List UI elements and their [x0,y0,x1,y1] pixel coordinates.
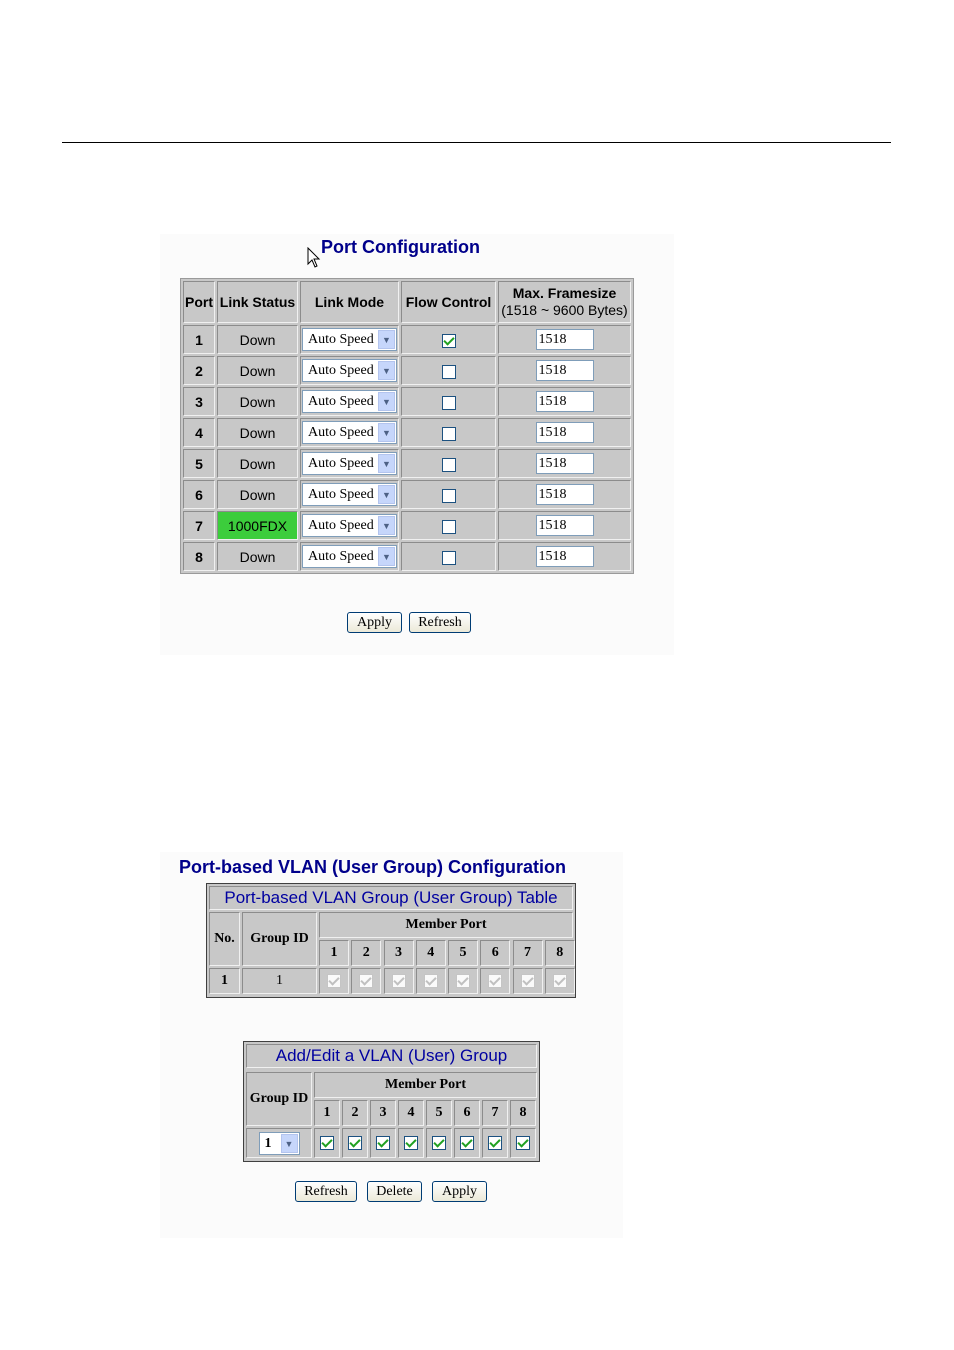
group-id-select[interactable] [259,1132,300,1155]
chevron-down-icon: ▼ [281,1134,298,1153]
page-divider [62,142,891,143]
edit-member-port-header: 7 [482,1100,508,1126]
member-port-header: 5 [448,940,478,966]
mouse-pointer-icon [307,247,321,269]
framesize-input[interactable]: 1518 [536,484,594,505]
framesize-cell [498,325,631,354]
link-status: Down [217,387,298,416]
vlan-configuration-panel [160,852,623,1238]
edit-header-group-id: Group ID [246,1072,312,1126]
member-port-header: 8 [545,940,575,966]
member-port-header: 1 [319,940,349,966]
vlan-edit-table-caption: Add/Edit a VLAN (User) Group [246,1044,537,1068]
port-configuration-panel [160,234,674,655]
member-cell [384,968,414,994]
member-cell [416,968,446,994]
member-checkbox-disabled [424,974,438,988]
link-mode-value: Auto Speed [308,518,374,533]
framesize-cell [498,480,631,509]
link-mode-cell [300,387,399,416]
port-row [183,480,631,509]
chevron-down-icon: ▼ [378,423,395,442]
link-mode-cell [300,480,399,509]
link-mode-cell [300,325,399,354]
chevron-down-icon: ▼ [378,547,395,566]
link-mode-select[interactable] [302,421,397,444]
port-number: 3 [183,387,215,416]
edit-member-cell [342,1128,368,1158]
member-cell [545,968,575,994]
header-group-id: Group ID [242,912,317,966]
chevron-down-icon: ▼ [378,361,395,380]
link-mode-cell [300,511,399,540]
port-number: 2 [183,356,215,385]
row-group-id: 1 [242,968,317,994]
framesize-input[interactable]: 1518 [536,453,594,474]
link-mode-value: Auto Speed [308,363,374,378]
framesize-input[interactable]: 1518 [536,360,594,381]
port-number: 8 [183,542,215,571]
flow-control-checkbox[interactable] [442,427,456,441]
port-row [183,449,631,478]
edit-member-port-header: 4 [398,1100,424,1126]
link-mode-select[interactable] [302,452,397,475]
edit-member-port-header: 8 [510,1100,536,1126]
member-port-header: 7 [513,940,543,966]
member-port-header: 3 [384,940,414,966]
flow-control-checkbox[interactable] [442,396,456,410]
flow-control-checkbox[interactable] [442,520,456,534]
port-number: 7 [183,511,215,540]
vlan-edit-table [243,1041,540,1162]
member-cell [448,968,478,994]
port-number: 4 [183,418,215,447]
port-row [183,418,631,447]
link-status: Down [217,480,298,509]
framesize-cell [498,387,631,416]
chevron-down-icon: ▼ [378,516,395,535]
flow-control-checkbox[interactable] [442,458,456,472]
member-port-header: 6 [480,940,510,966]
edit-member-cell [314,1128,340,1158]
chevron-down-icon: ▼ [378,330,395,349]
framesize-input[interactable]: 1518 [536,546,594,567]
max-framesize-label: Max. Framesize [512,285,617,301]
framesize-cell [498,511,631,540]
framesize-cell [498,542,631,571]
link-mode-value: Auto Speed [308,332,374,347]
framesize-cell [498,356,631,385]
member-cell [351,968,381,994]
chevron-down-icon: ▼ [378,454,395,473]
link-mode-cell [300,449,399,478]
link-mode-select[interactable] [302,514,397,537]
vlan-group-table-caption: Port-based VLAN Group (User Group) Table [209,886,573,910]
member-checkbox[interactable] [320,1136,334,1150]
link-mode-cell [300,418,399,447]
flow-control-checkbox[interactable] [442,365,456,379]
header-no: No. [209,912,240,966]
chevron-down-icon: ▼ [378,392,395,411]
member-cell [513,968,543,994]
member-checkbox[interactable] [376,1136,390,1150]
header-max-framesize [498,281,631,323]
framesize-cell [498,449,631,478]
link-mode-value: Auto Speed [308,425,374,440]
member-cell [480,968,510,994]
link-status: Down [217,325,298,354]
framesize-input[interactable]: 1518 [536,515,594,536]
port-row [183,356,631,385]
link-status: Down [217,542,298,571]
flow-control-cell [401,511,496,540]
header-link-mode: Link Mode [300,281,399,323]
group-id-select-value: 1 [264,1135,272,1151]
vlan-apply-button[interactable]: Apply [432,1181,487,1202]
flow-control-cell [401,356,496,385]
link-status: 1000FDX [217,511,298,540]
member-checkbox-disabled [359,974,373,988]
edit-member-cell [482,1128,508,1158]
framesize-input[interactable]: 1518 [536,329,594,350]
flow-control-cell [401,449,496,478]
flow-control-checkbox[interactable] [442,334,456,348]
link-mode-value: Auto Speed [308,549,374,564]
header-flow-control: Flow Control [401,281,496,323]
edit-member-cell [426,1128,452,1158]
edit-member-cell [370,1128,396,1158]
edit-member-cell [398,1128,424,1158]
framesize-cell [498,418,631,447]
vlan-page-title: Port-based VLAN (User Group) Configuration [179,857,566,877]
flow-control-cell [401,325,496,354]
port-row [183,511,631,540]
chevron-down-icon: ▼ [378,485,395,504]
framesize-input[interactable]: 1518 [536,422,594,443]
member-port-header: 4 [416,940,446,966]
apply-button[interactable]: Apply [347,612,402,633]
edit-member-cell [510,1128,536,1158]
flow-control-cell [401,418,496,447]
row-no: 1 [209,968,240,994]
edit-member-port-header: 6 [454,1100,480,1126]
member-port-header: 2 [351,940,381,966]
edit-member-port-header: 1 [314,1100,340,1126]
link-mode-value: Auto Speed [308,456,374,471]
member-checkbox[interactable] [404,1136,418,1150]
link-status: Down [217,449,298,478]
member-checkbox[interactable] [432,1136,446,1150]
member-checkbox-disabled [392,974,406,988]
framesize-input[interactable]: 1518 [536,391,594,412]
port-config-table [180,278,634,574]
flow-control-cell [401,542,496,571]
link-mode-value: Auto Speed [308,394,374,409]
link-mode-select[interactable] [302,359,397,382]
member-checkbox[interactable] [488,1136,502,1150]
edit-member-port-header: 3 [370,1100,396,1126]
vlan-delete-button[interactable]: Delete [367,1181,422,1202]
link-mode-cell [300,542,399,571]
member-checkbox[interactable] [516,1136,530,1150]
link-status: Down [217,418,298,447]
member-checkbox[interactable] [348,1136,362,1150]
port-row [183,387,631,416]
link-mode-value: Auto Speed [308,487,374,502]
header-port: Port [183,281,215,323]
flow-control-checkbox[interactable] [442,551,456,565]
member-checkbox-disabled [488,974,502,988]
header-link-status: Link Status [217,281,298,323]
port-row [183,542,631,571]
max-framesize-range: (1518 ~ 9600 Bytes) [501,302,628,318]
page-title: Port Configuration [321,237,480,257]
link-mode-select[interactable] [302,545,397,568]
port-number: 6 [183,480,215,509]
refresh-button[interactable]: Refresh [409,612,471,633]
member-checkbox-disabled [553,974,567,988]
link-mode-select[interactable] [302,328,397,351]
member-checkbox-disabled [327,974,341,988]
flow-control-checkbox[interactable] [442,489,456,503]
edit-member-cell [454,1128,480,1158]
flow-control-cell [401,387,496,416]
member-checkbox-disabled [456,974,470,988]
port-number: 5 [183,449,215,478]
flow-control-cell [401,480,496,509]
vlan-refresh-button[interactable]: Refresh [295,1181,357,1202]
link-mode-select[interactable] [302,483,397,506]
port-number: 1 [183,325,215,354]
edit-member-port-header: 5 [426,1100,452,1126]
vlan-group-table [206,883,576,998]
member-checkbox-disabled [521,974,535,988]
link-status: Down [217,356,298,385]
member-checkbox[interactable] [460,1136,474,1150]
edit-member-port-header: 2 [342,1100,368,1126]
edit-header-member-port: Member Port [314,1072,537,1098]
link-mode-cell [300,356,399,385]
port-row [183,325,631,354]
header-member-port: Member Port [319,912,573,938]
member-cell [319,968,349,994]
link-mode-select[interactable] [302,390,397,413]
group-id-select-cell [246,1128,312,1158]
